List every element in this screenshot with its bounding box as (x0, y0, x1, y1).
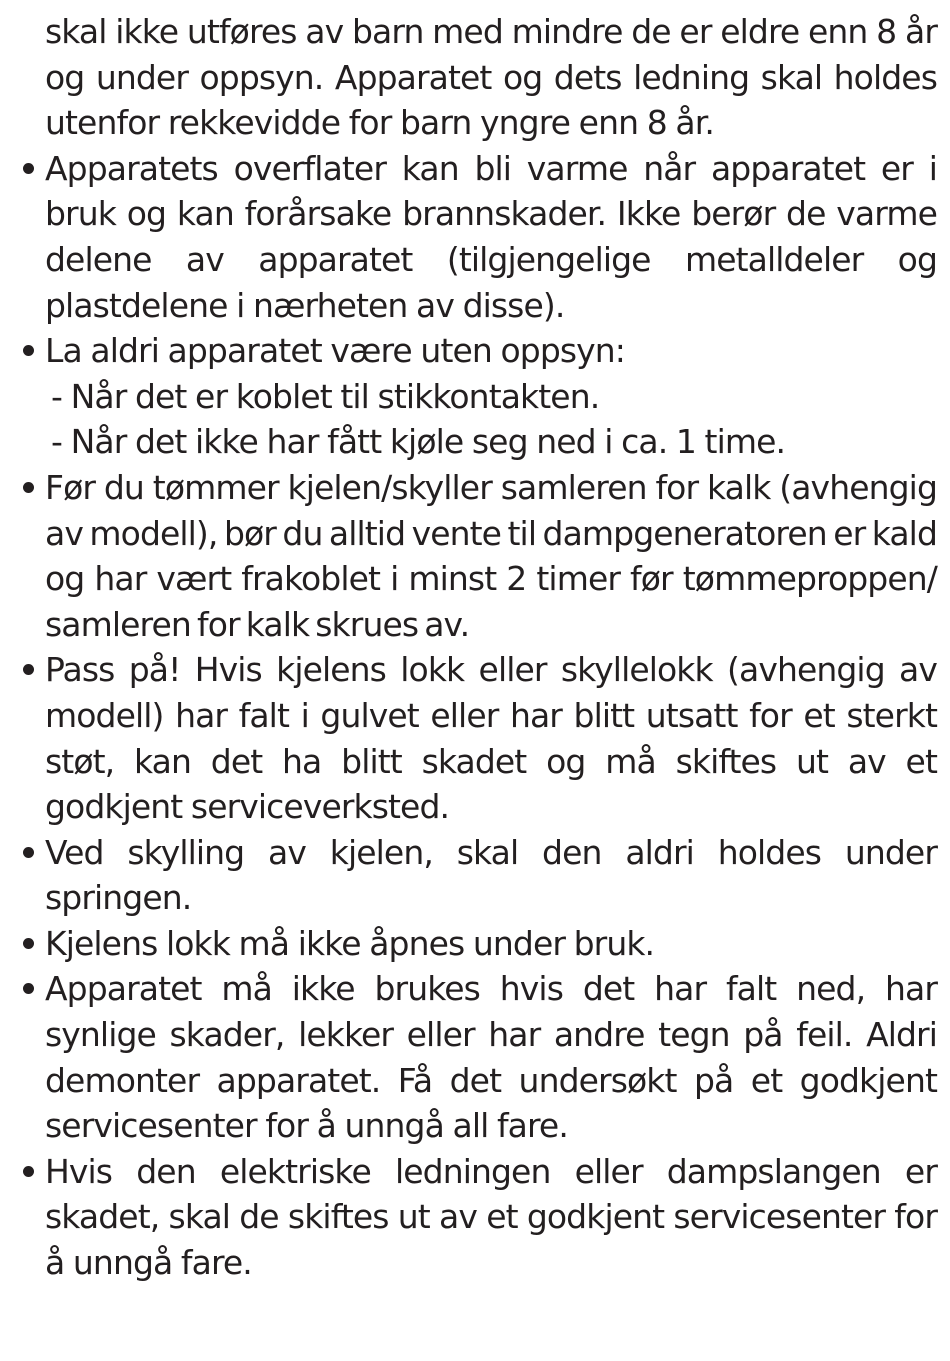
bullet-item-emptying-boiler (14, 465, 937, 647)
bullet-icon (17, 966, 39, 1012)
continued-paragraph (14, 9, 937, 146)
bullet-item-hot-surfaces (14, 146, 937, 328)
bullet-text: Hvis den elektriske ledningen eller dampslangen er skadet, skal de skiftes ut av et godkjent servicesenter for å unngå fare. (45, 1151, 937, 1283)
bullet-item-supervision (14, 328, 937, 465)
bullet-item-lid-open (14, 921, 937, 967)
bullet-text: Pass på! Hvis kjelens lokk eller skyllelokk (avhengig av modell) har falt i gulvet eller har blitt utsatt for et sterkt støt, kan det ha blitt skadet og må skiftes ut av et godkjent serviceverksted. (45, 650, 937, 827)
sub-item: - Når det ikke har fått kjøle seg ned i ca. 1 time. (51, 422, 786, 462)
bullet-icon (17, 830, 39, 876)
bullet-icon (17, 328, 39, 374)
bullet-text: La aldri apparatet være uten oppsyn: (45, 331, 626, 371)
continued-paragraph-text: skal ikke utføres av barn med mindre de er eldre enn 8 år og under oppsyn. Apparatet og dets ledning skal holdes utenfor rekkevidde for barn yngre enn 8 år. (45, 12, 937, 143)
bullet-item-damaged-appliance (14, 966, 937, 1148)
bullet-text: Før du tømmer kjelen/skyller samleren for kalk (avhengig av modell), bør du alltid vente til dampgeneratoren er kald og har vært frakoblet i minst 2 timer før tømmeproppen/ samleren for kalk skrues av. (45, 467, 937, 644)
bullet-icon (17, 146, 39, 192)
bullet-item-rinsing (14, 830, 937, 921)
bullet-item-cap-damage (14, 647, 937, 829)
bullet-icon (17, 647, 39, 693)
bullet-icon (17, 1149, 39, 1195)
sub-item: - Når det er koblet til stikkontakten. (51, 376, 600, 416)
bullet-text: Apparatet må ikke brukes hvis det har falt ned, har synlige skader, lekker eller har andre tegn på feil. Aldri demonter apparatet. Få det undersøkt på et godkjent servicesenter for å unngå all fare. (45, 969, 937, 1146)
bullet-text: Kjelens lokk må ikke åpnes under bruk. (45, 923, 655, 963)
bullet-text: Apparatets overflater kan bli varme når apparatet er i bruk og kan forårsake brannskader. Ikke berør de varme delene av apparatet (tilgjengelige metalldeler og plastdelene i nærheten av disse). (45, 148, 937, 325)
bullet-text: Ved skylling av kjelen, skal den aldri holdes under springen. (45, 832, 937, 918)
bullet-icon (17, 921, 39, 967)
bullet-item-damaged-cord (14, 1149, 937, 1286)
bullet-icon (17, 465, 39, 511)
